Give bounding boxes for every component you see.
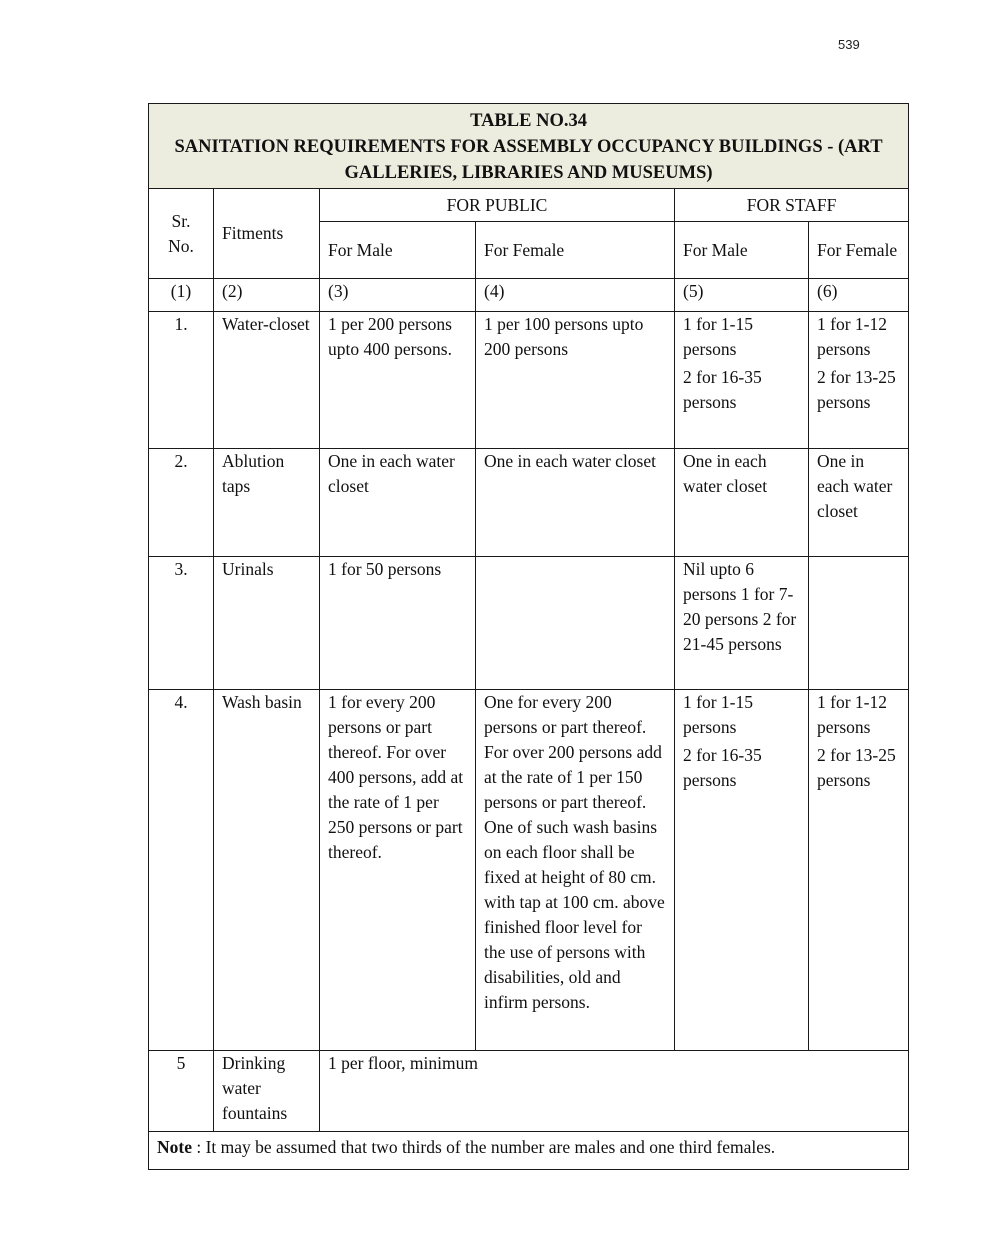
table-row xyxy=(149,557,909,690)
table-title-row xyxy=(149,104,909,189)
row-staff-female xyxy=(809,690,909,1051)
row-fitment: Drinking water fountains xyxy=(214,1051,320,1132)
row-staff-male-line: 1 for 1-15 persons xyxy=(683,692,753,737)
header-fitments: Fitments xyxy=(214,189,320,279)
row-sr-no: 4. xyxy=(149,690,214,1051)
note-text: : It may be assumed that two thirds of the number are males and one third females. xyxy=(196,1137,776,1157)
row-public-female: 1 per 100 persons upto 200 persons xyxy=(476,312,675,449)
row-staff-female-line: 1 for 1-12 persons xyxy=(817,692,887,737)
column-index: (1) xyxy=(149,279,214,312)
row-staff-female-line: 1 for 1-12 persons xyxy=(817,314,887,359)
header-row-groups xyxy=(149,189,909,222)
row-staff-male-line: 1 for 1-15 persons xyxy=(683,314,753,359)
row-public-male: 1 for every 200 persons or part thereof. For over 400 persons, add at the rate of 1 per 250 persons or part thereof. xyxy=(320,690,476,1051)
row-staff-female-line: 2 for 13-25 persons xyxy=(817,367,896,412)
column-index: (6) xyxy=(809,279,909,312)
header-for-staff: FOR STAFF xyxy=(675,189,909,222)
row-fitment: Urinals xyxy=(214,557,320,690)
table-number: TABLE NO.34 xyxy=(470,111,587,131)
column-index: (5) xyxy=(675,279,809,312)
table-row xyxy=(149,312,909,449)
row-staff-male-line: 2 for 16-35 persons xyxy=(683,745,762,790)
row-staff-male xyxy=(675,312,809,449)
row-public-male: One in each water closet xyxy=(320,449,476,557)
row-sr-no: 5 xyxy=(149,1051,214,1132)
header-public-female: For Female xyxy=(476,222,675,279)
table-row xyxy=(149,690,909,1051)
table-heading-line-2: GALLERIES, LIBRARIES AND MUSEUMS) xyxy=(344,163,713,183)
header-staff-male: For Male xyxy=(675,222,809,279)
row-staff-female xyxy=(809,312,909,449)
table-title xyxy=(149,104,909,189)
row-fitment: Water-closet xyxy=(214,312,320,449)
row-fitment: Ablution taps xyxy=(214,449,320,557)
row-public-male: 1 for 50 persons xyxy=(320,557,476,690)
header-for-public: FOR PUBLIC xyxy=(320,189,675,222)
row-staff-male: Nil upto 6 persons 1 for 7-20 persons 2 for 21-45 persons xyxy=(675,557,809,690)
row-staff-female: One in each water closet xyxy=(809,449,909,557)
sanitation-table xyxy=(148,103,909,1170)
row-staff-female xyxy=(809,557,909,690)
table-heading-line-1: SANITATION REQUIREMENTS FOR ASSEMBLY OCCUPANCY BUILDINGS - (ART xyxy=(174,137,883,157)
note-label: Note xyxy=(157,1137,192,1157)
row-sr-no: 1. xyxy=(149,312,214,449)
column-index: (4) xyxy=(476,279,675,312)
header-sr-no: Sr. No. xyxy=(149,189,214,279)
row-fitment: Wash basin xyxy=(214,690,320,1051)
header-public-male: For Male xyxy=(320,222,476,279)
column-index: (3) xyxy=(320,279,476,312)
row-staff-male-line: 2 for 16-35 persons xyxy=(683,367,762,412)
table-row xyxy=(149,1051,909,1132)
row-public-female xyxy=(476,557,675,690)
table-row xyxy=(149,449,909,557)
row-staff-male: One in each water closet xyxy=(675,449,809,557)
row-public-female: One in each water closet xyxy=(476,449,675,557)
table-note xyxy=(149,1132,909,1170)
row-staff-female-line: 2 for 13-25 persons xyxy=(817,745,896,790)
row-public-female: One for every 200 persons or part thereof. For over 200 persons add at the rate of 1 per 150 persons or part thereof. One of such wash basins on each floor shall be fixed at height of 80 cm. with tap at 100 cm. above finished floor level for the use of persons with disabilities, old and infirm persons. xyxy=(476,690,675,1051)
row-sr-no: 3. xyxy=(149,557,214,690)
header-staff-female: For Female xyxy=(809,222,909,279)
row-staff-male xyxy=(675,690,809,1051)
row-public-male: 1 per 200 persons upto 400 persons. xyxy=(320,312,476,449)
column-index-row xyxy=(149,279,909,312)
column-index: (2) xyxy=(214,279,320,312)
note-row xyxy=(149,1132,909,1170)
row-sr-no: 2. xyxy=(149,449,214,557)
row-requirement: 1 per floor, minimum xyxy=(320,1051,909,1132)
page-number: 539 xyxy=(838,37,860,52)
